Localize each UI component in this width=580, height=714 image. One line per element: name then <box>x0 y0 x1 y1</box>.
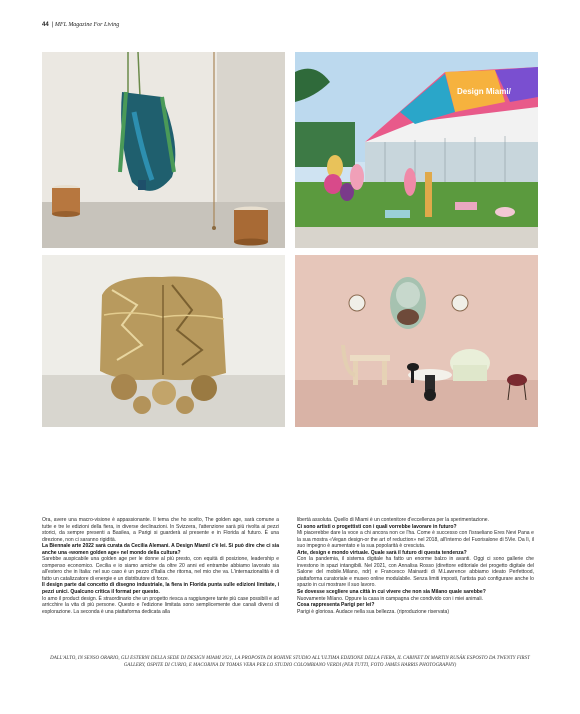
question: Arte, design e mondo virtuale. Quale sarà il futuro di questa tendenza? <box>297 549 467 556</box>
paragraph: Parigi è gloriosa. Audace nella sua bellezza. (riproduzione riservata) <box>297 608 450 615</box>
paragraph: Mi piacerebbe dare la voce a chi ancora non ce l'ha. Come è successo con l'israeliano Eres Nevi Pana e la sua mostra «Vegan design-or the art of reduction» nel 2018, all'interno del Fuorisalone di 5Vie. Da lì, il suo impegno è aumentato e la sua popolarità è cresciuta. <box>297 530 534 550</box>
article-column-left <box>42 517 279 615</box>
hammock-installation-photo <box>42 52 285 248</box>
paragraph: Nuovamente Milano. Oppure la casa in campagna che condivido con i miei animali. <box>297 595 483 602</box>
design-miami-tent-photo <box>295 52 538 248</box>
paragraph: Sarebbe auspicabile una golden age per le donne al più presto, con equità di posizione, leadership e compenso economico. Cecilia e io siamo amiche da oltre 20 anni ed entrambe abbiamo lavorato sia all'estero che in Italia: nel suo caso è un pezzo d'Italia che ritorna, nel mio che va. L'internazionalità è di fatto un catalizzatore di energie e un distributore di forze. <box>42 556 279 582</box>
page-header: 44 | MFL Magazine For Living <box>42 22 120 28</box>
paragraph: Io amo il product design. È straordinario che un progetto riesca a raggiungere tante più case possibili e ad arricchire la vita di più persone. Questo e l'edizione limitata sono semplicemente due canali diversi di esplorazione. La seconda è una piattaforma dedicata alla <box>42 595 279 615</box>
photo-caption: DALL'ALTO, IN SENSO ORARIO, GLI ESTERNI DELLA SEDE DI DESIGN MIAMI 2021, LA PROPOSTA DI ROHINE STUDIO ALL'ULTIMA EDIZIONE DELLA FIERA, IL CABINET DI MARTIN RUSÁK ESPOSTO DA TWENTY FIRST GALLERY, OSPITE DI CURIO, E MACORINA DI TOMAS VERA PER LO STUDIO COLOMBIANO VERDI (PER TUTTI, FOTO JAMES HARRIS PHOTOGRAPHY) <box>50 656 530 668</box>
tent-sign-text: Design Miami/ <box>457 87 511 96</box>
question: Cosa rappresenta Parigi per lei? <box>297 602 375 609</box>
paragraph: libertà assoluta. Quello di Miami è un contenitore d'eccellenza per la sperimentazione. <box>297 517 490 523</box>
question: Il design parte dal concetto di disegno industriale, la fiera in Florida punta sulle edizioni limitate, i pezzi unici. Qualcuno critica il format per questo. <box>42 582 279 596</box>
gold-cabinet-photo <box>42 255 285 427</box>
publication-name: MFL Magazine For Living <box>54 22 120 28</box>
pink-room-furniture-photo <box>295 255 538 427</box>
question: Se dovesse scegliere una città in cui vivere che non sia Milano quale sarebbe? <box>297 589 486 596</box>
paragraph: Ora, avere una macro-visione è appassionante. Il tema che ho scelto, The golden age, sarà comune a tutte e tre le edizioni della fiera, in diverse declinazioni. In Svizzera, l'attenzione sarà più rivolta ai pezzi storici, da sempre presenti a Basilea, a Parigi si guarderà al presente e in Florida al futuro. È una direzione, non ci saranno rigidità. <box>42 517 279 543</box>
question: Ci sono artisti o progettisti con i quali vorrebbe lavorare in futuro? <box>297 523 457 530</box>
page-number: 44 <box>42 22 49 28</box>
article-column-right <box>297 517 534 615</box>
question: La Biennale arte 2022 sarà curata da Cecilia Alemani. A Design Miami/ c'è lei. Si può dire che ci sia anche una «women golden age» nel mondo della cultura? <box>42 543 279 556</box>
paragraph: Con la pandemia, il sistema digitale ha fatto un enorme balzo in avanti. Oggi ci sono gallerie che investono in spazi intangibili. Nel 2021, con Annalisa Rosso (direttore editoriale dei progetto digitale del Salone del mobile.Milano, ndr) e Francesco Mainardi di M.Lawrence abbiamo ideato Perfettood, piattaforma curatoriale e museo online modulabile. Senza limiti imposti, l'artista può configurare anche lo spazio in cui mostrare il suo lavoro. <box>297 556 534 589</box>
